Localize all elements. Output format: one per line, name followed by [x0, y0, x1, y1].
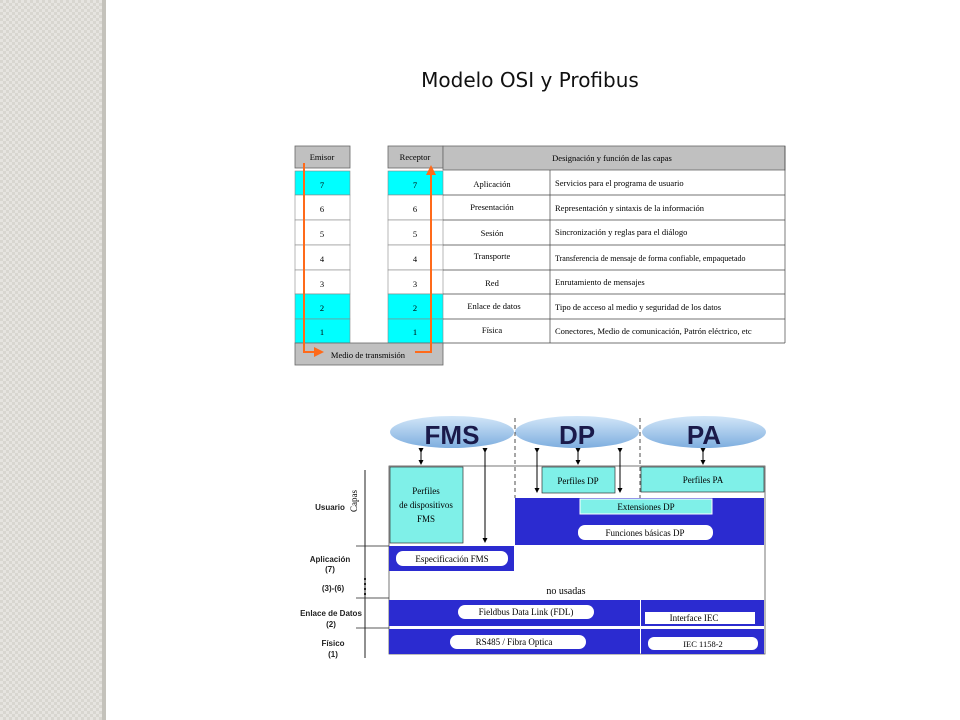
axis-capas-label: Capas	[349, 490, 359, 512]
layer-name-7: Aplicación	[473, 179, 511, 189]
layer-name-1: Física	[481, 325, 503, 335]
receptor-num-7: 7	[412, 180, 418, 190]
layer-name-3: Red	[485, 278, 499, 288]
row-label-usuario: Usuario	[315, 503, 345, 512]
emisor-num-7: 7	[319, 180, 325, 190]
extensiones-dp-label: Extensiones DP	[617, 502, 675, 512]
layer-function-7: Servicios para el programa de usuario	[555, 178, 684, 188]
fms-profiles-line-1: Perfiles	[412, 486, 440, 496]
emisor-num-3: 3	[319, 279, 325, 289]
emisor-num-6: 6	[319, 204, 325, 214]
layer-function-3: Enrutamiento de mensajes	[555, 277, 645, 287]
fms-profiles-line-2: de dispositivos	[399, 500, 453, 510]
layer-function-6: Representación y sintaxis de la información	[555, 203, 704, 213]
row-label-fisico-num: (1)	[328, 650, 338, 659]
receptor-num-2: 2	[412, 303, 418, 313]
emisor-num-2: 2	[319, 303, 325, 313]
row-label-enlace: Enlace de Datos	[300, 609, 362, 618]
slide-title: Modelo OSI y Profibus	[421, 68, 639, 92]
layer-name-5: Sesión	[480, 228, 504, 238]
layer-function-5: Sincronización y reglas para el diálogo	[555, 227, 688, 237]
layer-function-1: Conectores, Medio de comunicación, Patrón eléctrico, etc	[555, 326, 752, 336]
emisor-num-5: 5	[319, 229, 325, 239]
medium-label: Medio de transmisión	[330, 350, 406, 360]
receptor-num-6: 6	[412, 204, 418, 214]
layer-name-4: Transporte	[473, 251, 511, 261]
designation-header: Designación y función de las capas	[552, 153, 672, 163]
layer-name-6: Presentación	[470, 202, 514, 212]
row-label-aplicacion-num: (7)	[325, 565, 335, 574]
perfiles-pa-label: Perfiles PA	[682, 475, 724, 485]
protocol-fms: FMS	[424, 420, 480, 450]
fms-profiles-line-3: FMS	[416, 514, 436, 524]
layer-function-4: Transferencia de mensaje de forma confiable, empaquetado	[555, 254, 746, 263]
no-usadas-label: no usadas	[546, 586, 586, 597]
fdl-label: Fieldbus Data Link (FDL)	[478, 607, 574, 617]
protocol-dp: DP	[558, 420, 596, 450]
row-label-fisico: Físico	[321, 639, 345, 648]
emisor-num-4: 4	[319, 254, 325, 264]
osi-table	[295, 146, 785, 365]
funciones-dp-label: Funciones básicas DP	[605, 528, 685, 538]
receptor-num-4: 4	[412, 254, 418, 264]
receptor-num-5: 5	[412, 229, 418, 239]
interface-iec-label: Interface IEC	[669, 613, 719, 623]
iec1158-label: IEC 1158-2	[683, 639, 723, 649]
perfiles-dp-label: Perfiles DP	[557, 476, 599, 486]
row-label-aplicacion: Aplicación	[309, 555, 351, 564]
row-label-enlace-num: (2)	[326, 620, 336, 629]
receptor-num-1: 1	[412, 327, 418, 337]
emisor-num-1: 1	[319, 327, 325, 337]
receptor-num-3: 3	[412, 279, 418, 289]
emisor-header: Emisor	[309, 152, 335, 162]
layer-function-2: Tipo de acceso al medio y seguridad de los datos	[555, 302, 722, 312]
receptor-header: Receptor	[399, 152, 431, 162]
profibus-diagram	[300, 416, 766, 659]
especificacion-fms-label: Especificación FMS	[415, 554, 489, 564]
row-label-capas-3-6: (3)-(6)	[321, 584, 345, 593]
rs485-label: RS485 / Fibra Optica	[475, 637, 553, 647]
layer-name-2: Enlace de datos	[467, 301, 521, 311]
protocol-pa: PA	[686, 420, 722, 450]
